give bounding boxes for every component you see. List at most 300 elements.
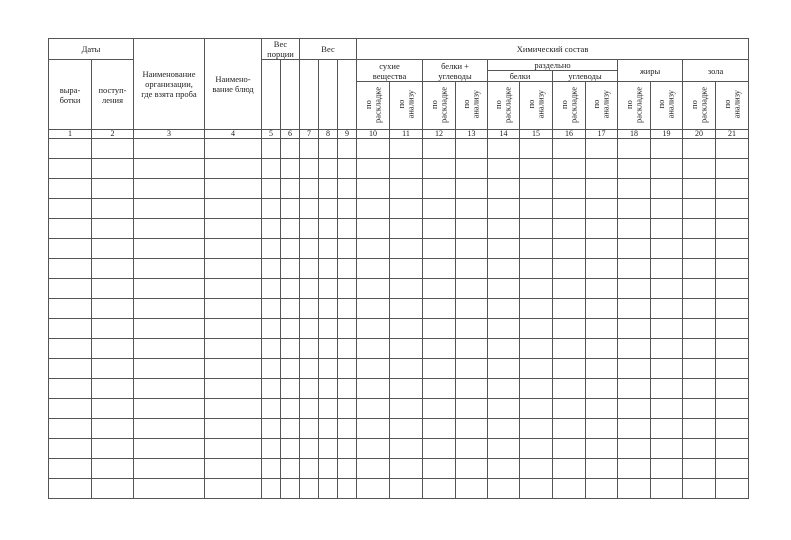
- subheader-fat-by-layout: [618, 82, 651, 130]
- header-dates: Даты: [49, 39, 134, 60]
- table-cell: [716, 459, 749, 479]
- table-row: [49, 399, 749, 419]
- table-cell: [134, 259, 205, 279]
- table-cell: [92, 479, 134, 499]
- table-cell: [262, 399, 281, 419]
- table-cell: [683, 179, 716, 199]
- table-cell: [390, 299, 423, 319]
- table-cell: [651, 239, 683, 259]
- table-cell: [683, 199, 716, 219]
- header-weight: Вес: [300, 39, 357, 60]
- table-cell: [586, 459, 618, 479]
- table-cell: [319, 339, 338, 359]
- table-cell: [281, 159, 300, 179]
- table-cell: [586, 199, 618, 219]
- table-cell: [357, 479, 390, 499]
- table-cell: [357, 239, 390, 259]
- subheader-ash-by-analysis: [716, 82, 749, 130]
- table-row: [49, 479, 749, 499]
- table-cell: [586, 299, 618, 319]
- table-cell: [618, 259, 651, 279]
- table-cell: [586, 359, 618, 379]
- table-row: [49, 359, 749, 379]
- table-cell: [586, 339, 618, 359]
- header-fat: жиры: [618, 60, 683, 82]
- table-row: [49, 279, 749, 299]
- table-cell: [618, 459, 651, 479]
- table-cell: [488, 179, 520, 199]
- table-cell: [205, 259, 262, 279]
- table-cell: [618, 339, 651, 359]
- table-cell: [553, 379, 586, 399]
- table-cell: [390, 239, 423, 259]
- table-cell: [262, 339, 281, 359]
- table-cell: [456, 379, 488, 399]
- table-cell: [205, 359, 262, 379]
- table-cell: [262, 179, 281, 199]
- table-cell: [618, 379, 651, 399]
- table-cell: [205, 379, 262, 399]
- table-cell: [262, 379, 281, 399]
- subheader-label: по анализу: [395, 90, 416, 119]
- subheader-label: по раскладке: [623, 86, 644, 123]
- table-cell: [716, 379, 749, 399]
- table-cell: [338, 439, 357, 459]
- table-cell: [488, 139, 520, 159]
- table-cell: [205, 299, 262, 319]
- table-cell: [92, 439, 134, 459]
- table-cell: [683, 319, 716, 339]
- table-cell: [618, 439, 651, 459]
- table-cell: [319, 319, 338, 339]
- table-cell: [281, 199, 300, 219]
- table-cell: [716, 319, 749, 339]
- table-cell: [651, 479, 683, 499]
- table-cell: [205, 239, 262, 259]
- table-cell: [357, 139, 390, 159]
- table-cell: [49, 159, 92, 179]
- table-cell: [520, 159, 553, 179]
- table-cell: [92, 239, 134, 259]
- table-cell: [49, 279, 92, 299]
- table-cell: [456, 479, 488, 499]
- column-number-21: 21: [716, 130, 749, 139]
- table-cell: [357, 439, 390, 459]
- table-cell: [683, 339, 716, 359]
- column-number-7: 7: [300, 130, 319, 139]
- table-cell: [651, 459, 683, 479]
- table-cell: [92, 379, 134, 399]
- table-cell: [300, 359, 319, 379]
- table-cell: [134, 299, 205, 319]
- table-cell: [49, 199, 92, 219]
- column-number-4: 4: [205, 130, 262, 139]
- table-cell: [456, 219, 488, 239]
- table-cell: [49, 299, 92, 319]
- table-cell: [456, 339, 488, 359]
- table-cell: [553, 179, 586, 199]
- table-cell: [520, 379, 553, 399]
- table-cell: [134, 399, 205, 419]
- table-cell: [553, 139, 586, 159]
- subheader-protein-by-analysis: [520, 82, 553, 130]
- table-cell: [281, 379, 300, 399]
- table-cell: [651, 279, 683, 299]
- table-cell: [651, 259, 683, 279]
- table-cell: [338, 179, 357, 199]
- table-row: [49, 159, 749, 179]
- header-org-name: Наименование организации, где взята проба: [134, 39, 205, 130]
- table-cell: [520, 419, 553, 439]
- table-row: [49, 259, 749, 279]
- table-cell: [49, 379, 92, 399]
- table-cell: [651, 299, 683, 319]
- table-cell: [300, 279, 319, 299]
- table-cell: [520, 259, 553, 279]
- table-cell: [423, 359, 456, 379]
- table-cell: [618, 359, 651, 379]
- header-ash: зола: [683, 60, 749, 82]
- table-cell: [134, 159, 205, 179]
- table-cell: [716, 279, 749, 299]
- table-row: [49, 139, 749, 159]
- table-cell: [423, 299, 456, 319]
- table-cell: [338, 199, 357, 219]
- table-cell: [134, 419, 205, 439]
- table-cell: [423, 439, 456, 459]
- table-cell: [651, 359, 683, 379]
- table-cell: [281, 239, 300, 259]
- column-number-19: 19: [651, 130, 683, 139]
- table-cell: [390, 459, 423, 479]
- table-cell: [456, 199, 488, 219]
- table-cell: [92, 259, 134, 279]
- table-cell: [281, 139, 300, 159]
- subheader-label: по анализу: [721, 90, 742, 119]
- table-cell: [716, 359, 749, 379]
- table-cell: [618, 219, 651, 239]
- table-cell: [49, 459, 92, 479]
- table-cell: [456, 419, 488, 439]
- table-cell: [651, 339, 683, 359]
- table-cell: [488, 479, 520, 499]
- table-cell: [390, 139, 423, 159]
- table-cell: [134, 339, 205, 359]
- table-cell: [262, 319, 281, 339]
- table-cell: [134, 139, 205, 159]
- table-cell: [553, 479, 586, 499]
- table-cell: [338, 299, 357, 319]
- table-cell: [49, 239, 92, 259]
- table-cell: [716, 259, 749, 279]
- table-cell: [92, 459, 134, 479]
- table-cell: [618, 199, 651, 219]
- table-cell: [618, 479, 651, 499]
- table-cell: [683, 439, 716, 459]
- table-cell: [92, 359, 134, 379]
- table-cell: [281, 179, 300, 199]
- table-cell: [92, 179, 134, 199]
- column-number-3: 3: [134, 130, 205, 139]
- table-cell: [300, 319, 319, 339]
- table-cell: [488, 419, 520, 439]
- table-row: [49, 419, 749, 439]
- table-cell: [488, 339, 520, 359]
- table-cell: [281, 259, 300, 279]
- table-row: [49, 219, 749, 239]
- table-cell: [92, 419, 134, 439]
- table-cell: [357, 419, 390, 439]
- table-cell: [281, 279, 300, 299]
- table-cell: [281, 459, 300, 479]
- table-cell: [716, 199, 749, 219]
- table-cell: [586, 379, 618, 399]
- header-carb: углеводы: [553, 71, 618, 82]
- subheader-carb-by-analysis: [586, 82, 618, 130]
- header-separately: раздельно: [488, 60, 618, 71]
- table-cell: [281, 479, 300, 499]
- table-cell: [423, 419, 456, 439]
- table-cell: [683, 359, 716, 379]
- subheader-label: по анализу: [461, 90, 481, 119]
- table-cell: [338, 319, 357, 339]
- table-body: [49, 139, 749, 499]
- table-cell: [357, 299, 390, 319]
- table-cell: [488, 439, 520, 459]
- table-cell: [205, 419, 262, 439]
- table-cell: [281, 319, 300, 339]
- table-cell: [92, 199, 134, 219]
- table-cell: [390, 439, 423, 459]
- table-cell: [262, 359, 281, 379]
- table-cell: [205, 199, 262, 219]
- table-cell: [716, 139, 749, 159]
- column-number-6: 6: [281, 130, 300, 139]
- table-cell: [338, 279, 357, 299]
- table-cell: [262, 439, 281, 459]
- table-cell: [262, 239, 281, 259]
- table-cell: [618, 139, 651, 159]
- table-cell: [205, 479, 262, 499]
- table-cell: [262, 419, 281, 439]
- table-cell: [390, 219, 423, 239]
- table-cell: [262, 279, 281, 299]
- table-cell: [92, 339, 134, 359]
- table-cell: [423, 199, 456, 219]
- table-cell: [423, 179, 456, 199]
- table-cell: [338, 159, 357, 179]
- table-cell: [357, 259, 390, 279]
- table-cell: [357, 319, 390, 339]
- table-cell: [92, 279, 134, 299]
- table-cell: [319, 179, 338, 199]
- table-cell: [300, 199, 319, 219]
- table-cell: [92, 219, 134, 239]
- table-cell: [423, 279, 456, 299]
- table-cell: [49, 179, 92, 199]
- column-number-8: 8: [319, 130, 338, 139]
- column-number-18: 18: [618, 130, 651, 139]
- table-cell: [390, 379, 423, 399]
- table-cell: [319, 439, 338, 459]
- table-cell: [134, 359, 205, 379]
- table-cell: [338, 399, 357, 419]
- table-cell: [651, 399, 683, 419]
- table-row: [49, 339, 749, 359]
- table-cell: [338, 219, 357, 239]
- table-cell: [92, 299, 134, 319]
- table-row: [49, 239, 749, 259]
- table-cell: [456, 439, 488, 459]
- table-cell: [262, 219, 281, 239]
- table-cell: [49, 399, 92, 419]
- subheader-label: по раскладке: [558, 86, 579, 123]
- table-cell: [586, 139, 618, 159]
- table-cell: [300, 259, 319, 279]
- table-cell: [49, 439, 92, 459]
- table-cell: [300, 299, 319, 319]
- table-cell: [423, 399, 456, 419]
- table-cell: [357, 379, 390, 399]
- table-cell: [205, 339, 262, 359]
- table-row: [49, 319, 749, 339]
- table-cell: [49, 419, 92, 439]
- table-cell: [300, 439, 319, 459]
- table-cell: [520, 299, 553, 319]
- table-cell: [357, 339, 390, 359]
- table-cell: [262, 199, 281, 219]
- column-number-17: 17: [586, 130, 618, 139]
- table-cell: [92, 319, 134, 339]
- subheader-protein-carb-by-layout: [423, 82, 456, 130]
- table-cell: [651, 139, 683, 159]
- table-cell: [651, 219, 683, 239]
- table-cell: [488, 379, 520, 399]
- table-cell: [488, 159, 520, 179]
- table-cell: [205, 459, 262, 479]
- table-cell: [357, 159, 390, 179]
- table-cell: [683, 279, 716, 299]
- column-number-11: 11: [390, 130, 423, 139]
- table-cell: [319, 139, 338, 159]
- subheader-label: по раскладке: [428, 86, 449, 123]
- table-cell: [205, 399, 262, 419]
- table-cell: [553, 279, 586, 299]
- table-cell: [520, 279, 553, 299]
- table-cell: [423, 139, 456, 159]
- table-cell: [553, 399, 586, 419]
- table-cell: [553, 159, 586, 179]
- table-cell: [205, 159, 262, 179]
- table-cell: [618, 179, 651, 199]
- table-cell: [281, 399, 300, 419]
- subheader-dry-by-layout: [357, 82, 390, 130]
- table-cell: [488, 359, 520, 379]
- table-cell: [134, 219, 205, 239]
- table-cell: [586, 179, 618, 199]
- table-row: [49, 379, 749, 399]
- table-cell: [319, 379, 338, 399]
- weight-col-8: [319, 60, 338, 130]
- table-cell: [338, 259, 357, 279]
- subheader-label: по раскладке: [493, 86, 513, 123]
- table-cell: [319, 259, 338, 279]
- table-cell: [357, 199, 390, 219]
- table-cell: [390, 279, 423, 299]
- table-cell: [423, 459, 456, 479]
- table-cell: [586, 419, 618, 439]
- table-cell: [456, 139, 488, 159]
- table-cell: [651, 319, 683, 339]
- table-cell: [281, 299, 300, 319]
- table-row: [49, 459, 749, 479]
- table-cell: [683, 239, 716, 259]
- table-cell: [520, 199, 553, 219]
- table-cell: [651, 199, 683, 219]
- table-cell: [134, 279, 205, 299]
- table-cell: [586, 399, 618, 419]
- column-number-10: 10: [357, 130, 390, 139]
- table-cell: [134, 319, 205, 339]
- table-cell: [586, 239, 618, 259]
- table-cell: [281, 419, 300, 439]
- table-cell: [134, 239, 205, 259]
- table-cell: [520, 439, 553, 459]
- table-cell: [300, 159, 319, 179]
- table-cell: [262, 479, 281, 499]
- table-cell: [319, 279, 338, 299]
- subheader-label: по раскладке: [688, 86, 709, 123]
- subheader-label: по анализу: [591, 90, 611, 119]
- table-cell: [319, 159, 338, 179]
- table-cell: [319, 359, 338, 379]
- table-cell: [300, 339, 319, 359]
- table-cell: [49, 359, 92, 379]
- table-cell: [423, 479, 456, 499]
- table-cell: [683, 399, 716, 419]
- weight-col-5: [262, 60, 281, 130]
- subheader-protein-by-layout: [488, 82, 520, 130]
- header-chemical-composition: Химический состав: [357, 39, 749, 60]
- table-cell: [423, 259, 456, 279]
- table-cell: [520, 359, 553, 379]
- table-cell: [618, 419, 651, 439]
- table-cell: [338, 459, 357, 479]
- table-cell: [49, 139, 92, 159]
- header-protein: белки: [488, 71, 553, 82]
- table-cell: [134, 439, 205, 459]
- table-cell: [520, 459, 553, 479]
- table-cell: [281, 359, 300, 379]
- table-cell: [520, 479, 553, 499]
- table-cell: [134, 199, 205, 219]
- table-cell: [456, 319, 488, 339]
- column-number-16: 16: [553, 130, 586, 139]
- table-cell: [390, 319, 423, 339]
- table-cell: [456, 179, 488, 199]
- subheader-ash-by-layout: [683, 82, 716, 130]
- table-cell: [683, 459, 716, 479]
- table-cell: [423, 159, 456, 179]
- table-cell: [205, 439, 262, 459]
- table-cell: [319, 239, 338, 259]
- table-cell: [553, 439, 586, 459]
- table-cell: [300, 479, 319, 499]
- table-cell: [586, 219, 618, 239]
- table-cell: [716, 299, 749, 319]
- table-cell: [553, 259, 586, 279]
- subheader-label: по анализу: [525, 90, 546, 119]
